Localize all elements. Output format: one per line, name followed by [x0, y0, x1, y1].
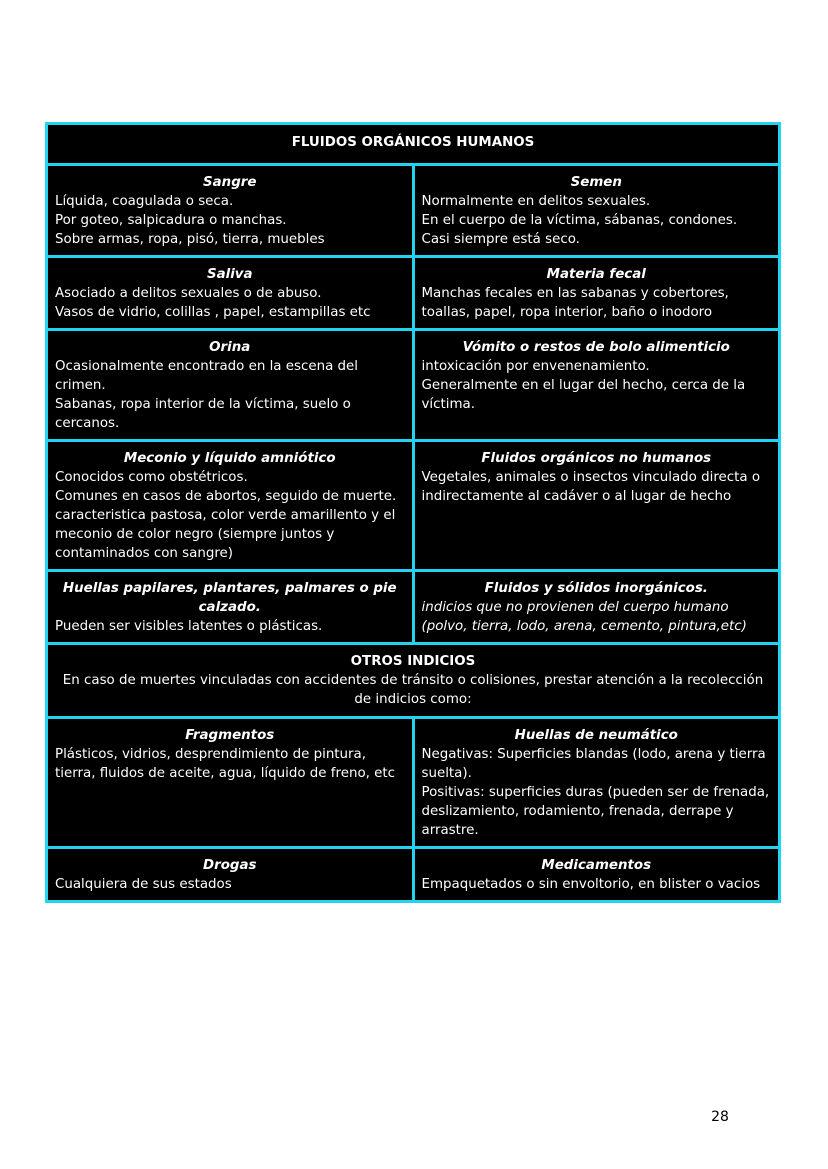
table-row: [47, 571, 780, 644]
cell-fluidos-no-humanos: [413, 441, 780, 571]
table-title: FLUIDOS ORGÁNICOS HUMANOS: [47, 124, 780, 165]
cell-title: Medicamentos: [541, 858, 652, 873]
cell-line: Conocidos como obstétricos.: [55, 470, 248, 485]
cell-line: indicios que no provienen del cuerpo humano (polvo, tierra, lodo, arena, cemento, pintura,etc): [421, 600, 747, 634]
cell-title: Meconio y líquido amniótico: [123, 451, 336, 466]
cell-saliva: [47, 257, 414, 330]
cell-line: Casi siempre está seco.: [421, 232, 580, 247]
table-header-row: [47, 124, 780, 165]
table-row: [47, 441, 780, 571]
cell-line: intoxicación por envenenamiento.: [421, 359, 650, 374]
cell-line: Cualquiera de sus estados: [55, 877, 232, 892]
section-text: En caso de muertes vinculadas con accidentes de tránsito o colisiones, prestar atención a la recolección de indicios como:: [62, 673, 764, 707]
cell-medicamentos: [413, 848, 780, 902]
evidence-table: [45, 122, 781, 903]
cell-title: Drogas: [202, 858, 257, 873]
cell-title: Fragmentos: [185, 728, 275, 743]
cell-line: Vegetales, animales o insectos vinculado directa o indirectamente al cadáver o al lugar de hecho: [421, 470, 761, 504]
cell-line: Plásticos, vidrios, desprendimiento de pintura, tierra, fluidos de aceite, agua, líquido de freno, etc: [55, 747, 396, 781]
table-row: [47, 718, 780, 848]
table-row: [47, 257, 780, 330]
cell-vomito: [413, 330, 780, 441]
cell-huellas-papilares: [47, 571, 414, 644]
cell-line: Generalmente en el lugar del hecho, cerca de la víctima.: [421, 378, 746, 412]
cell-title: Sangre: [203, 175, 257, 190]
section-row: [47, 644, 780, 718]
cell-line: Sabanas, ropa interior de la víctima, suelo o cercanos.: [55, 397, 351, 431]
cell-line: Pueden ser visibles latentes o plásticas.: [55, 619, 323, 634]
cell-line: Empaquetados o sin envoltorio, en blister o vacios: [421, 877, 761, 892]
cell-line: Vasos de vidrio, colillas , papel, estampillas etc: [55, 305, 371, 320]
cell-materia-fecal: [413, 257, 780, 330]
cell-line: Asociado a delitos sexuales o de abuso.: [55, 286, 322, 301]
cell-semen: [413, 165, 780, 257]
section-otros-indicios: [47, 644, 780, 718]
cell-title: Vómito o restos de bolo alimenticio: [462, 340, 730, 355]
table-row: [47, 165, 780, 257]
cell-line: Comunes en casos de abortos, seguido de muerte.: [55, 489, 397, 504]
cell-meconio: [47, 441, 414, 571]
cell-inorganicos: [413, 571, 780, 644]
cell-sangre: [47, 165, 414, 257]
section-title: OTROS INDICIOS: [350, 654, 476, 669]
cell-title: Saliva: [206, 267, 253, 282]
table-row: [47, 848, 780, 902]
cell-fragmentos: [47, 718, 414, 848]
cell-orina: [47, 330, 414, 441]
cell-line: Normalmente en delitos sexuales.: [421, 194, 651, 209]
cell-title: Materia fecal: [546, 267, 646, 282]
cell-title: Semen: [570, 175, 622, 190]
cell-line: Negativas: Superficies blandas (lodo, arena y tierra suelta).: [421, 747, 766, 781]
cell-line: Sobre armas, ropa, pisó, tierra, muebles: [55, 232, 325, 247]
cell-title: Orina: [209, 340, 251, 355]
cell-drogas: [47, 848, 414, 902]
cell-line: Por goteo, salpicadura o manchas.: [55, 213, 287, 228]
cell-line: Manchas fecales en las sabanas y cobertores, toallas, papel, ropa interior, baño o inodoro: [421, 286, 729, 320]
table-row: [47, 330, 780, 441]
cell-title: Fluidos orgánicos no humanos: [481, 451, 712, 466]
cell-line: caracteristica pastosa, color verde amarillento y el meconio de color negro (siempre juntos y contaminados con sangre): [55, 508, 396, 561]
cell-line: Líquida, coagulada o seca.: [55, 194, 234, 209]
cell-line: Ocasionalmente encontrado en la escena del crimen.: [55, 359, 358, 393]
cell-line: Positivas: superficies duras (pueden ser de frenada, deslizamiento, rodamiento, frenada, derrape y arrastre.: [421, 785, 770, 838]
cell-title: Huellas papilares, plantares, palmares o pie calzado.: [62, 581, 397, 615]
cell-huellas-neumatico: [413, 718, 780, 848]
cell-title: Fluidos y sólidos inorgánicos.: [484, 581, 708, 596]
cell-line: En el cuerpo de la víctima, sábanas, condones.: [421, 213, 738, 228]
cell-title: Huellas de neumático: [514, 728, 678, 743]
page-number: 28: [711, 1109, 729, 1125]
